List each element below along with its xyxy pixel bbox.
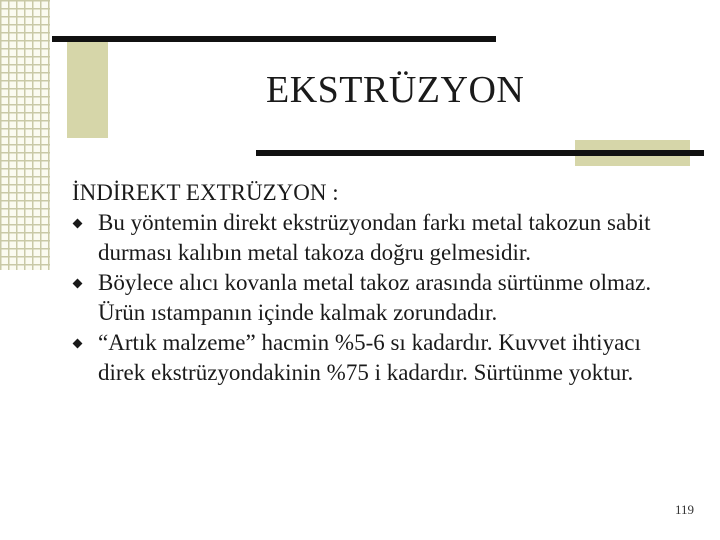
bullet-text: Böylece alıcı kovanla metal takoz arasında sürtünme olmaz. Ürün ıstampanın içinde kalmak zorundadır. [98, 270, 652, 325]
title-rule-bottom [256, 150, 704, 156]
diamond-bullet-icon [73, 339, 83, 349]
bullet-text: “Artık malzeme” hacmin %5-6 sı kadardır. Kuvvet ihtiyacı direk ekstrüzyondakinin %75 i kadardır. Sürtünme yoktur. [98, 330, 641, 385]
slide-body [72, 178, 692, 388]
bullet-item [72, 268, 692, 328]
diamond-bullet-icon [73, 279, 83, 289]
bullet-item [72, 208, 692, 268]
title-accent-block-left [67, 40, 108, 138]
bullet-item [72, 328, 692, 388]
bullet-list [72, 208, 692, 388]
diamond-bullet-icon [73, 219, 83, 229]
decorative-checkered-strip [0, 0, 50, 270]
slide-title: EKSTRÜZYON [266, 69, 525, 111]
bullet-text: Bu yöntemin direkt ekstrüzyondan farkı metal takozun sabit durması kalıbın metal takoza doğru gelmesidir. [98, 210, 651, 265]
page-number: 119 [674, 502, 694, 517]
section-subheading: İNDİREKT EXTRÜZYON : [72, 180, 339, 205]
title-rule-top [52, 36, 496, 42]
